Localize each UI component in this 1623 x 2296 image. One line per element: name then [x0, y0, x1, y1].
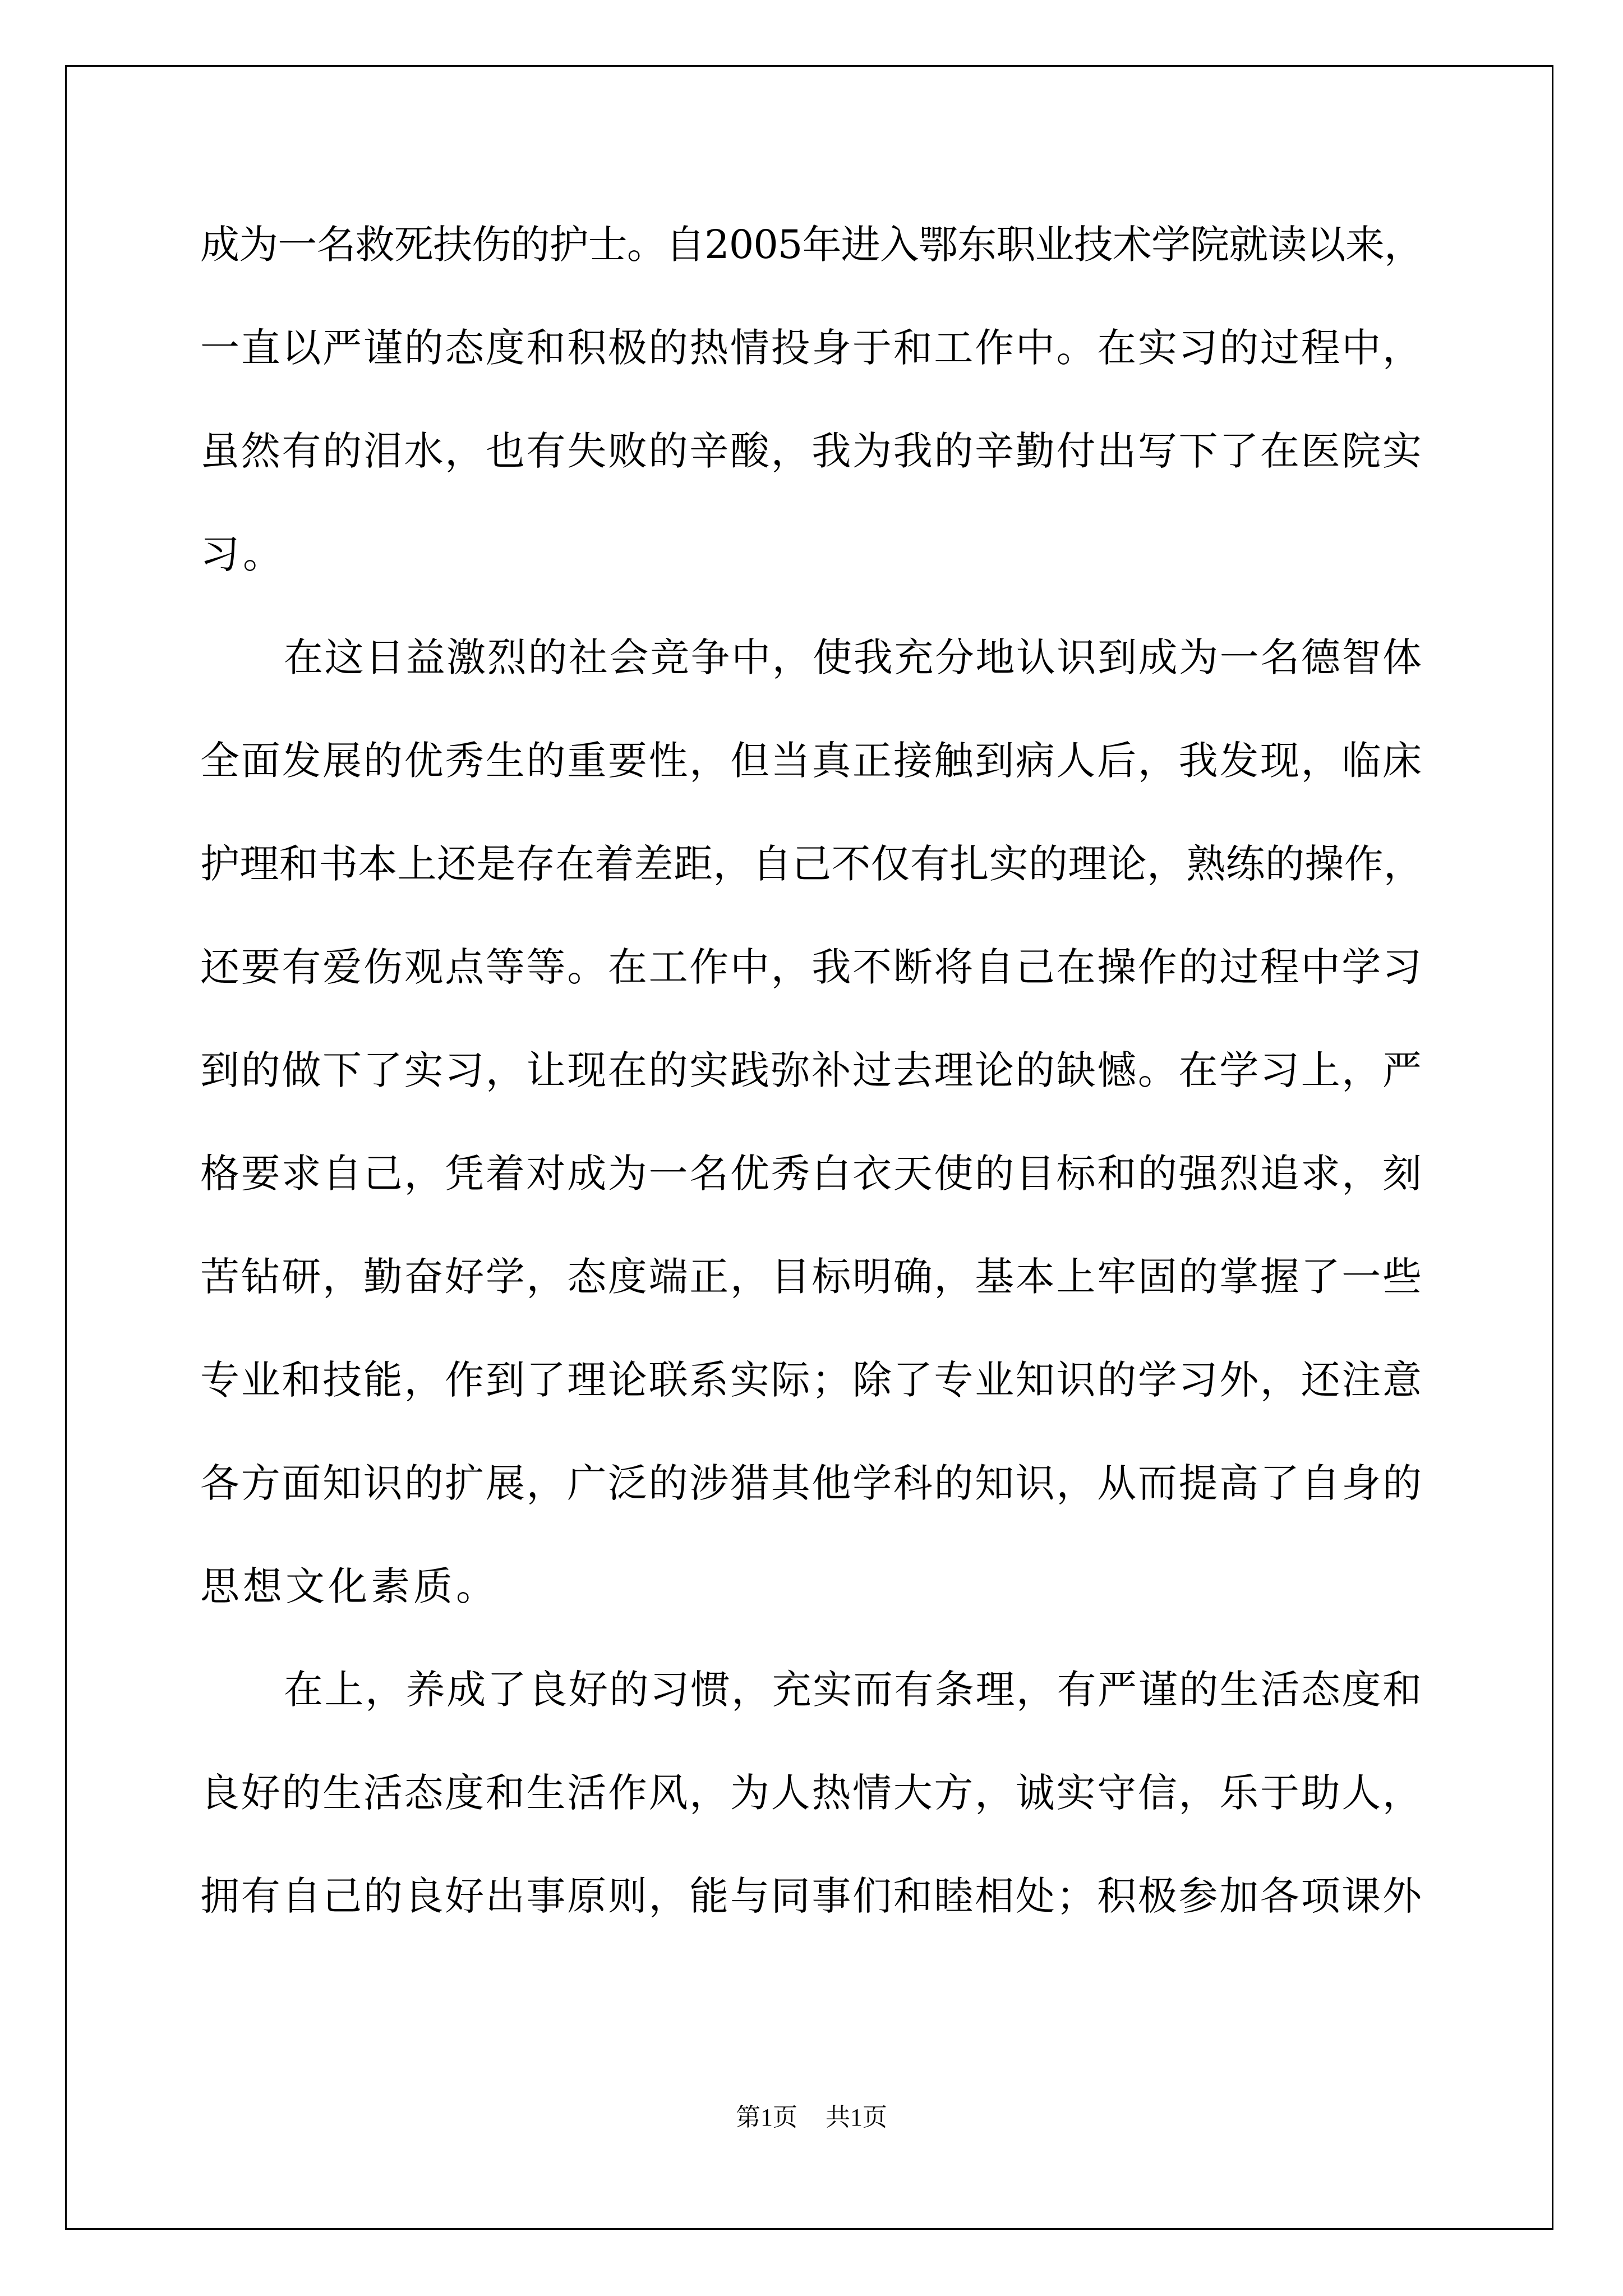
text-line: 习。 [200, 531, 285, 577]
text-line: 虽然有的泪水，也有失败的辛酸，我为我的辛勤付出写下了在医院实 [200, 428, 1423, 474]
page-number: 第1页 [736, 2104, 797, 2131]
text-line: 拥有自己的良好出事原则，能与同事们和睦相处；积极参加各项课外 [200, 1873, 1423, 1919]
text-line: 还要有爱伤观点等等。在工作中，我不断将自己在操作的过程中学习 [200, 944, 1423, 990]
text-line: 思想文化素质。 [200, 1563, 499, 1609]
text-line: 到的做下了实习，让现在的实践弥补过去理论的缺憾。在学习上，严 [200, 1047, 1423, 1093]
text-line: 各方面知识的扩展，广泛的涉猎其他学科的知识，从而提高了自身的 [200, 1460, 1423, 1506]
text-line: 全面发展的优秀生的重要性，但当真正接触到病人后，我发现，临床 [200, 738, 1423, 784]
text-line: 护理和书本上还是存在着差距，自己不仅有扎实的理论，熟练的操作， [200, 841, 1423, 887]
paragraph-first-line: 在上，养成了良好的习惯，充实而有条理，有严谨的生活态度和 [284, 1667, 1423, 1713]
text-line: 成为一名救死扶伤的护士。自2005年进入鄂东职业技术学院就读以来， [200, 222, 1423, 268]
page-total: 共1页 [826, 2104, 887, 2131]
text-line: 良好的生活态度和生活作风，为人热情大方，诚实守信，乐于助人， [200, 1770, 1423, 1816]
text-line: 一直以严谨的态度和积极的热情投身于和工作中。在实习的过程中， [200, 325, 1423, 371]
text-line: 专业和技能，作到了理论联系实际；除了专业知识的学习外，还注意 [200, 1357, 1423, 1403]
text-line: 苦钻研，勤奋好学，态度端正，目标明确，基本上牢固的掌握了一些 [200, 1254, 1423, 1300]
page-footer [0, 2101, 1623, 2134]
text-line: 格要求自己，凭着对成为一名优秀白衣天使的目标和的强烈追求，刻 [200, 1151, 1423, 1197]
paragraph-first-line: 在这日益激烈的社会竞争中，使我充分地认识到成为一名德智体 [284, 634, 1423, 680]
